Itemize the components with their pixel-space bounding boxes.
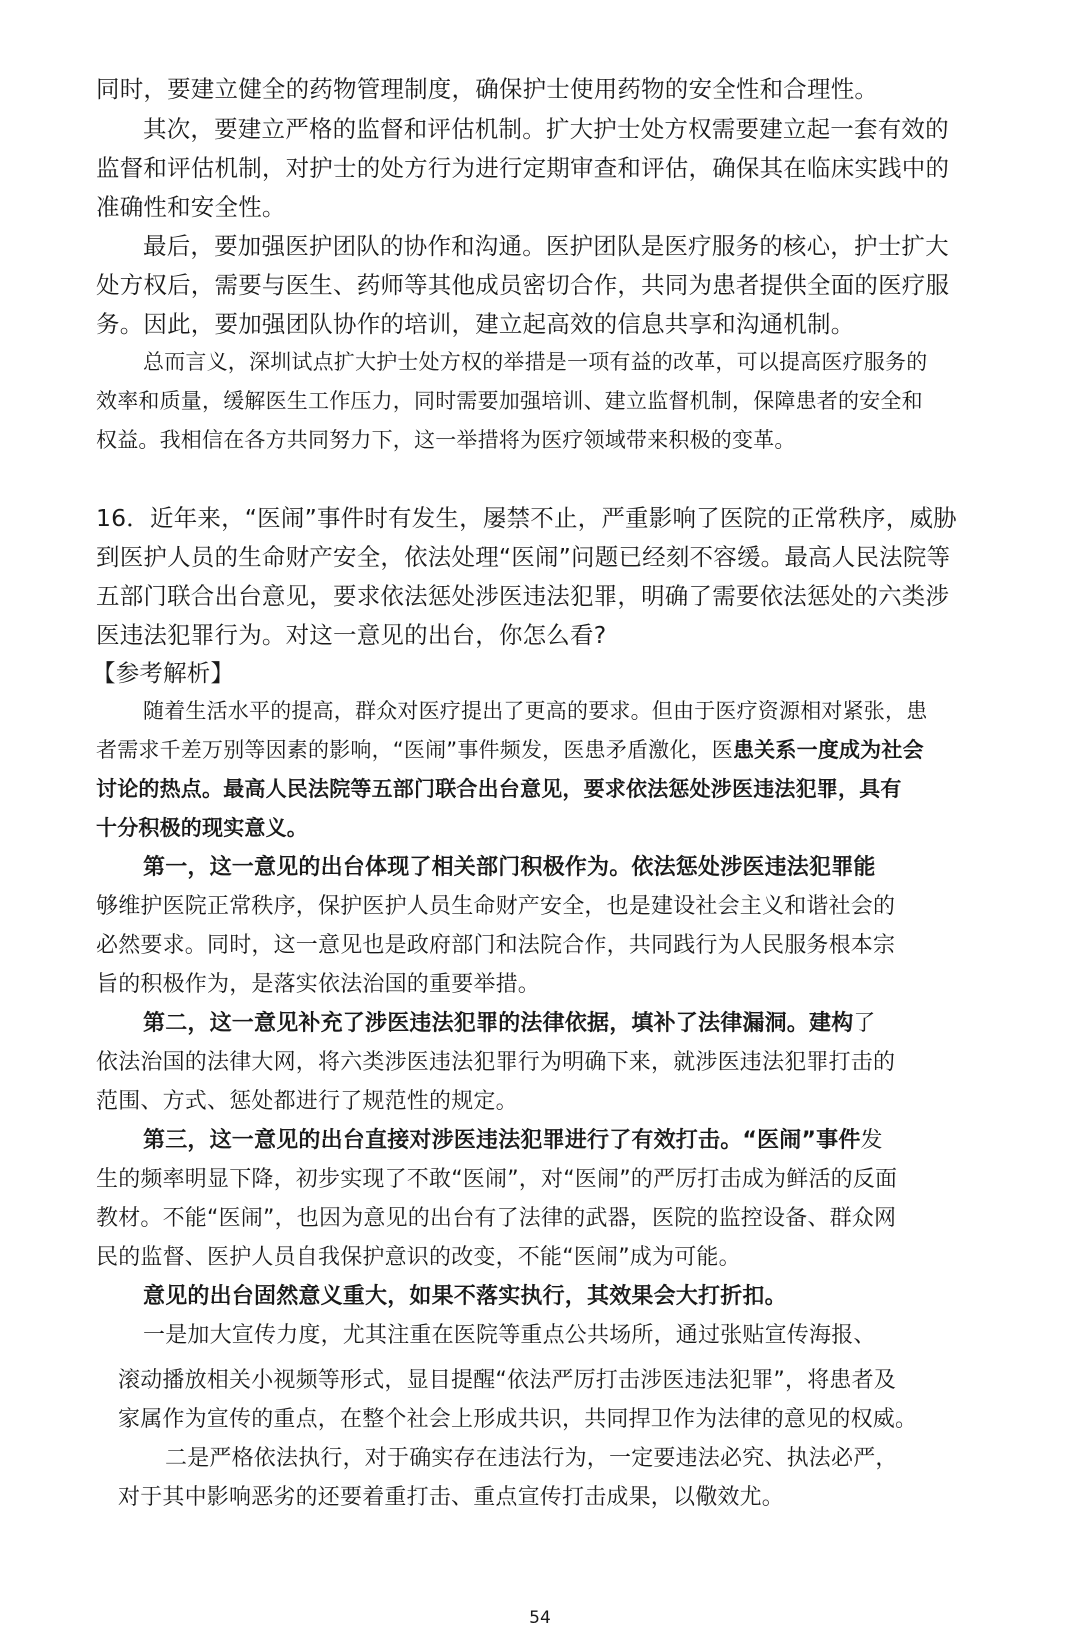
text-segment: 了 <box>853 1011 876 1036</box>
question-line: 16．近年来，“医闹”事件时有发生，屡禁不止，严重影响了医院的正常秩序，威胁 <box>96 504 957 532</box>
text-line: 准确性和安全性。 <box>96 193 286 221</box>
text-segment: 发 <box>860 1128 883 1153</box>
text-line: 旨的积极作为，是落实依法治国的重要举措。 <box>96 972 541 997</box>
bold-text-line: 十分积极的现实意义。 <box>96 816 308 840</box>
text-line: 随着生活水平的提高，群众对医疗提出了更高的要求。但由于医疗资源相对紧张，患 <box>143 699 928 723</box>
text-line: 依法治国的法律大网，将六类涉医违法犯罪行为明确下来，就涉医违法犯罪打击的 <box>96 1050 896 1075</box>
question-line: 医违法犯罪行为。对这一意见的出台，你怎么看? <box>96 621 607 649</box>
text-line: 务。因此，要加强团队协作的培训，建立起高效的信息共享和沟通机制。 <box>96 310 855 338</box>
text-line: 够维护医院正常秩序，保护医护人员生命财产安全，也是建设社会主义和谐社会的 <box>96 894 896 919</box>
bold-text-segment: 第二，这一意见补充了涉医违法犯罪的法律依据，填补了法律漏洞。建构 <box>143 1011 854 1036</box>
bold-text-segment: 第三，这一意见的出台直接对涉医违法犯罪进行了有效打击。“医闹”事件 <box>143 1128 861 1153</box>
section-heading: 【参考解析】 <box>92 659 235 687</box>
text-line: 其次，要建立严格的监督和评估机制。扩大护士处方权需要建立起一套有效的 <box>143 115 949 143</box>
text-line: 二是严格依法执行，对于确实存在违法行为，一定要违法必究、执法必严， <box>165 1446 898 1471</box>
text-line <box>143 1013 876 1035</box>
text-line: 一是加大宣传力度，尤其注重在医院等重点公共场所，通过张贴宣传海报、 <box>143 1323 876 1348</box>
text-line: 滚动播放相关小视频等形式，显目提醒“依法严厉打击涉医违法犯罪”，将患者及 <box>118 1368 896 1393</box>
page-number: 54 <box>529 1608 551 1628</box>
text-line: 家属作为宣传的重点，在整个社会上形成共识，共同捍卫作为法律的意见的权威。 <box>118 1407 918 1432</box>
text-line: 民的监督、医护人员自我保护意识的改变，不能“医闹”成为可能。 <box>96 1245 741 1270</box>
text-line: 生的频率明显下降，初步实现了不敢“医闹”，对“医闹”的严厉打击成为鲜活的反面 <box>96 1167 898 1192</box>
question-line: 到医护人员的生命财产安全，依法处理“医闹”问题已经刻不容缓。最高人民法院等 <box>96 543 951 571</box>
bold-text-line: 意见的出台固然意义重大，如果不落实执行，其效果会大打折扣。 <box>143 1284 787 1309</box>
question-line: 五部门联合出台意见，要求依法惩处涉医违法犯罪，明确了需要依法惩处的六类涉 <box>96 582 950 610</box>
text-line: 必然要求。同时，这一意见也是政府部门和法院合作，共同践行为人民服务根本宗 <box>96 933 896 958</box>
text-line: 监督和评估机制，对护士的处方行为进行定期审查和评估，确保其在临床实践中的 <box>96 154 950 182</box>
text-line: 对于其中影响恶劣的还要着重打击、重点宣传打击成果，以儆效尤。 <box>118 1485 785 1510</box>
bold-text-line: 第一，这一意见的出台体现了相关部门积极作为。依法惩处涉医违法犯罪能 <box>143 855 876 880</box>
text-line: 处方权后，需要与医生、药师等其他成员密切合作，共同为患者提供全面的医疗服 <box>96 271 950 299</box>
text-line: 最后，要加强医护团队的协作和沟通。医护团队是医疗服务的核心，护士扩大 <box>143 232 949 260</box>
text-line: 权益。我相信在各方共同努力下，这一举措将为医疗领域带来积极的变革。 <box>96 428 796 452</box>
text-line <box>96 740 924 761</box>
text-line: 同时，要建立健全的药物管理制度，确保护士使用药物的安全性和合理性。 <box>96 75 879 103</box>
bold-text-segment: 患关系一度成为社会 <box>732 738 924 762</box>
text-line: 范围、方式、惩处都进行了规范性的规定。 <box>96 1089 518 1114</box>
text-line: 效率和质量，缓解医生工作压力，同时需要加强培训、建立监督机制，保障患者的安全和 <box>96 389 923 413</box>
text-line: 总而言义，深圳试点扩大护士处方权的举措是一项有益的改革，可以提高医疗服务的 <box>143 350 928 374</box>
bold-text-line: 讨论的热点。最高人民法院等五部门联合出台意见，要求依法惩处涉医违法犯罪，具有 <box>96 777 902 801</box>
text-line: 教材。不能“医闹”，也因为意见的出台有了法律的武器，医院的监控设备、群众网 <box>96 1206 897 1231</box>
text-line <box>143 1130 883 1152</box>
text-segment: 者需求千差万别等因素的影响，“医闹”事件频发，医患矛盾激化，医 <box>96 738 733 762</box>
